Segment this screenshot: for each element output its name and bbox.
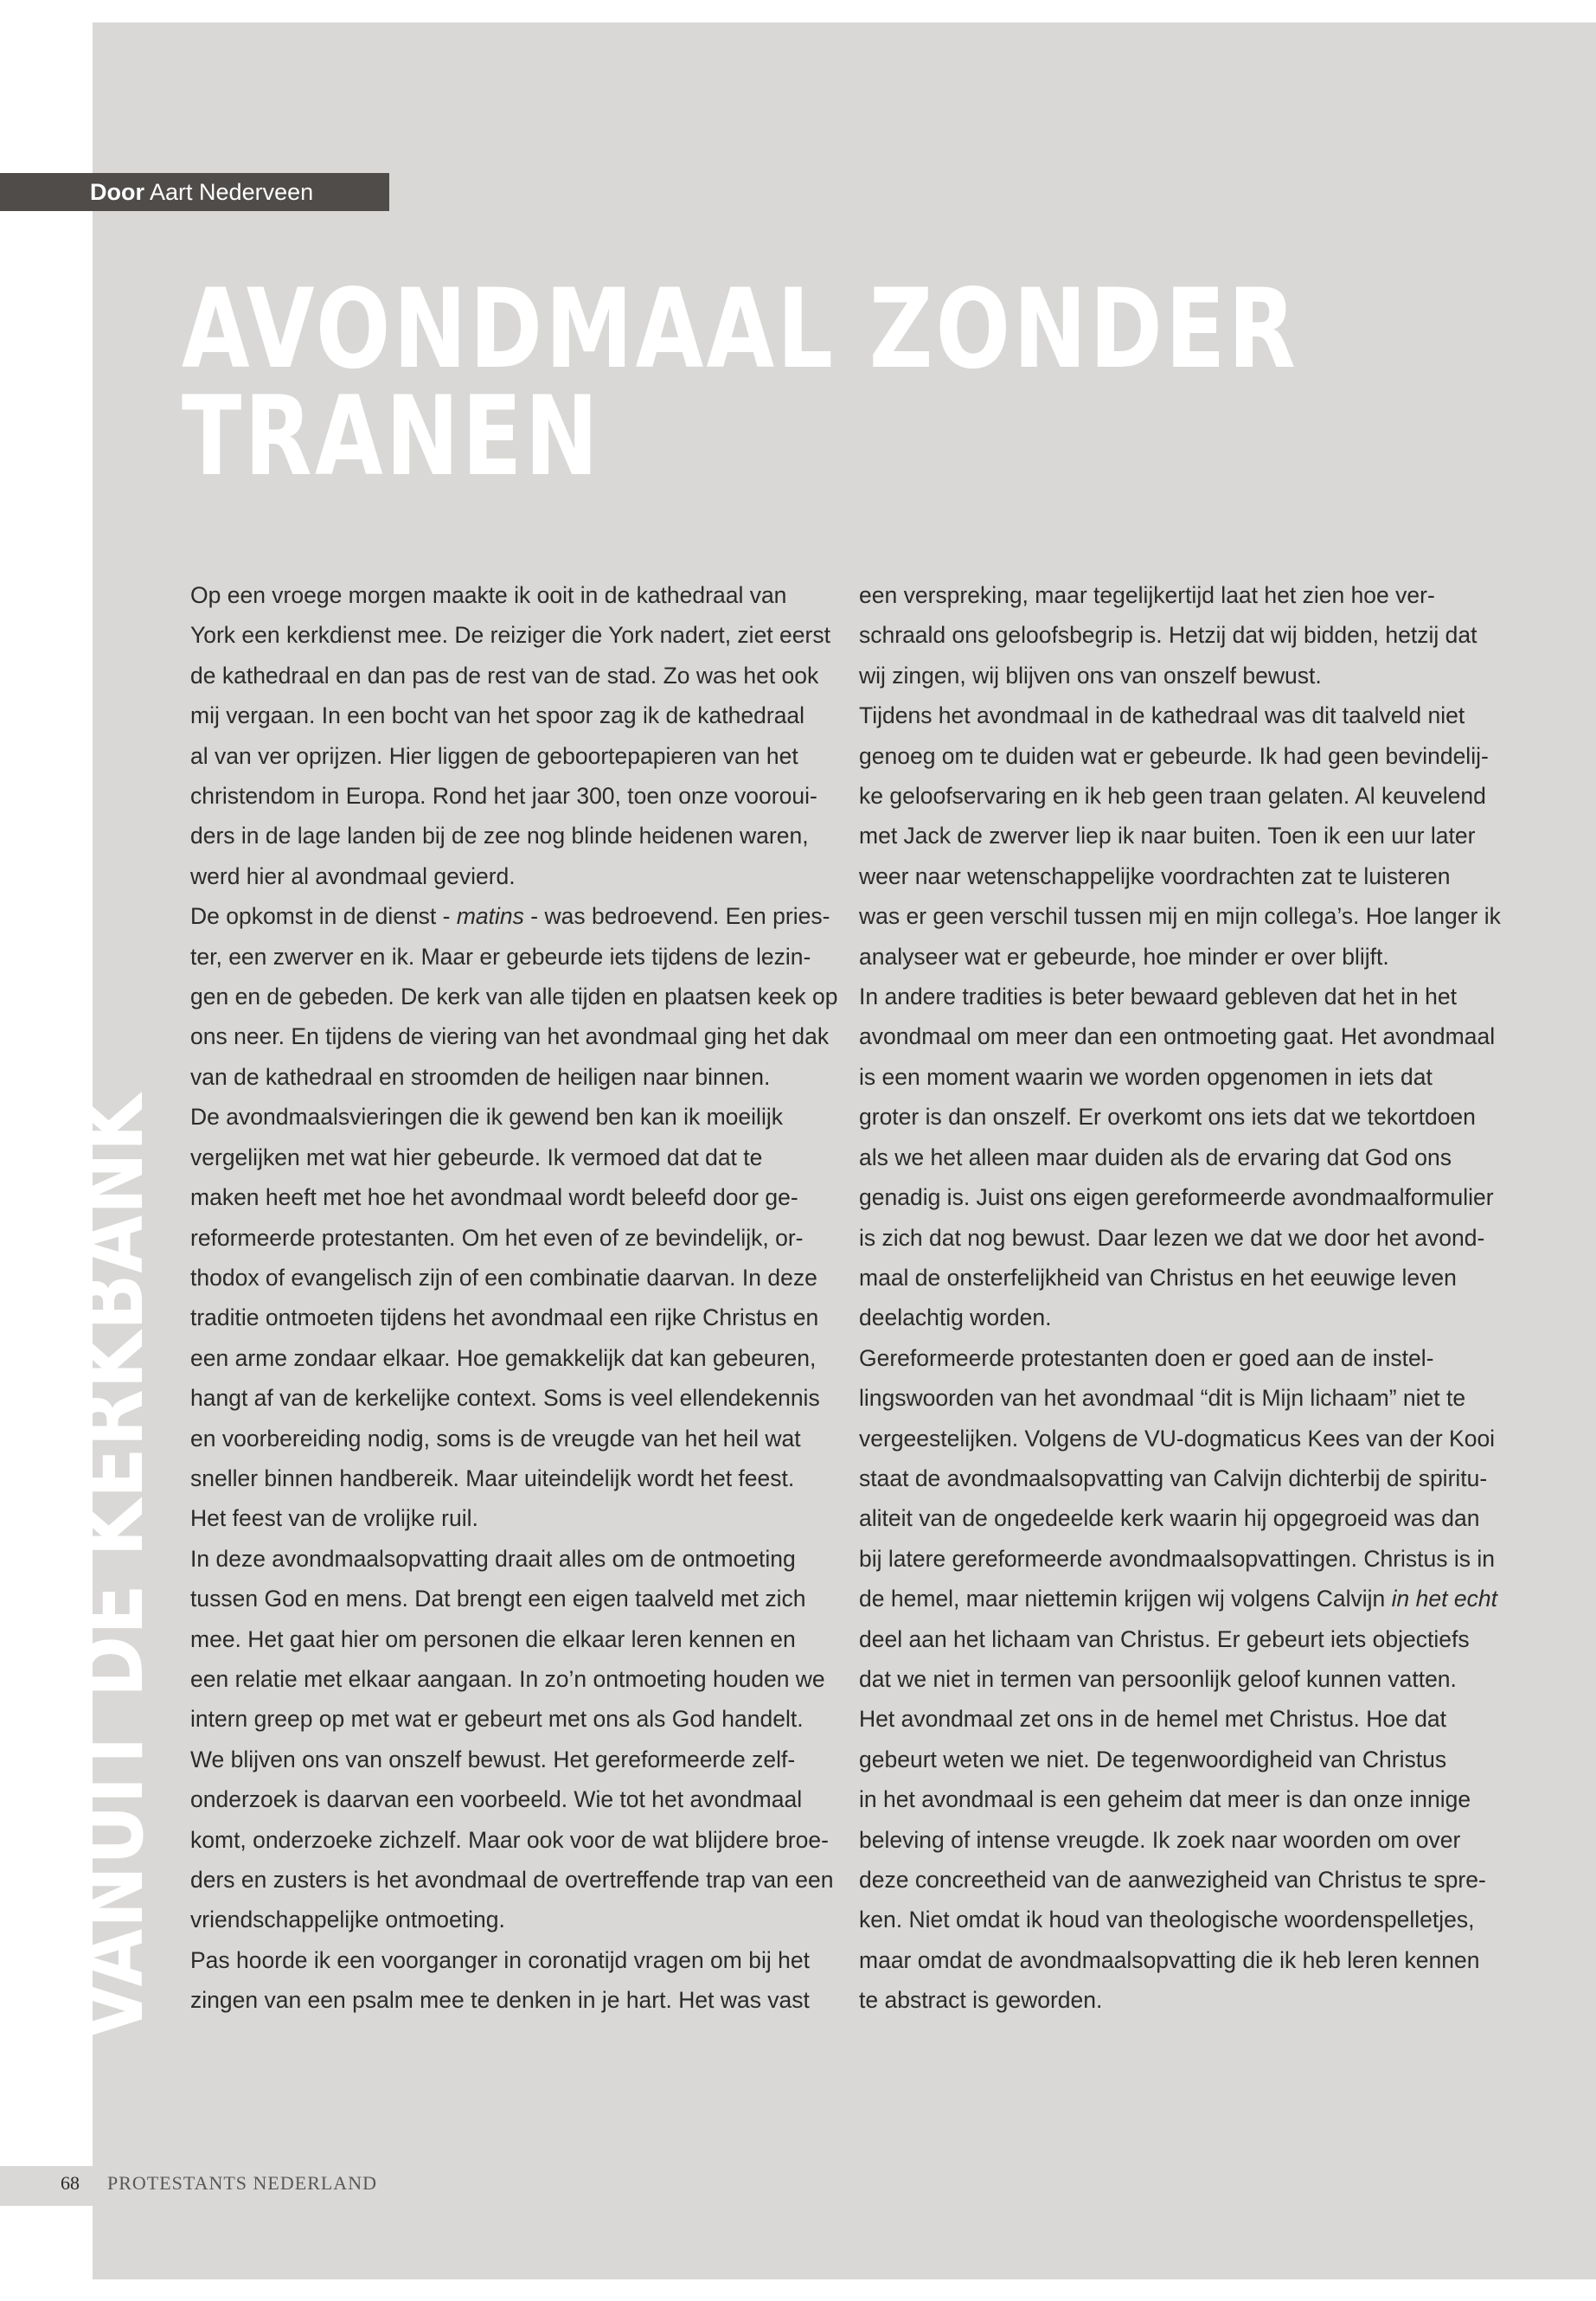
text-line: was er geen verschil tussen mij en mijn collega’s. Hoe langer ik [859, 903, 1501, 930]
text-line: De avondmaalsvieringen die ik gewend ben kan ik moeilijk [190, 1104, 783, 1131]
byline-author: Aart Nederveen [150, 179, 314, 205]
headline-line-2: TRANEN [182, 372, 601, 500]
text-line: maar omdat de avondmaalsopvatting die ik heb leren kennen [859, 1946, 1480, 1973]
text-line: dat we niet in termen van persoonlijk geloof kunnen vatten. [859, 1665, 1457, 1692]
text-line: en voorbereiding nodig, soms is de vreugde van het heil wat [190, 1425, 801, 1452]
text-line: maal de onsterfelijkheid van Christus en het eeuwige leven [859, 1264, 1457, 1291]
section-title-vertical: VANUIT DE KERKBANK [61, 1093, 163, 2040]
text-line: York een kerkdienst mee. De reiziger die York nadert, ziet eerst [190, 622, 830, 649]
text-line: vergeestelijken. Volgens de VU-dogmaticus Kees van der Kooi [859, 1425, 1496, 1452]
text-line: de hemel, maar niettemin krijgen wij volgens Calvijn in het echt [859, 1586, 1497, 1612]
text-line: genadig is. Juist ons eigen gereformeerde avondmaalformulier [859, 1184, 1494, 1211]
text-line: komt, onderzoeke zichzelf. Maar ook voor de wat blijdere broe- [190, 1826, 829, 1853]
text-line: deelachtig worden. [859, 1304, 1052, 1331]
text-line: De opkomst in de dienst - matins - was bedroevend. Een pries- [190, 903, 830, 930]
text-line: zingen van een psalm mee te denken in je hart. Het was vast [190, 1987, 810, 2014]
text-line: groter is dan onszelf. Er overkomt ons iets dat we tekortdoen [859, 1104, 1476, 1131]
text-line: vergelijken met wat hier gebeurde. Ik vermoed dat dat te [190, 1144, 763, 1170]
text-line: is een moment waarin we worden opgenomen in iets dat [859, 1063, 1433, 1090]
text-line: de kathedraal en dan pas de rest van de stad. Zo was het ook [190, 662, 819, 689]
text-line: thodox of evangelisch zijn of een combinatie daarvan. In deze [190, 1264, 817, 1291]
emphasis: in het echt [1391, 1586, 1497, 1612]
text-line: avondmaal om meer dan een ontmoeting gaat. Het avondmaal [859, 1023, 1496, 1050]
text-line: analyseer wat er gebeurde, hoe minder er over blijft. [859, 943, 1389, 970]
text-line: Op een vroege morgen maakte ik ooit in de kathedraal van [190, 582, 787, 608]
text-line: maken heeft met hoe het avondmaal wordt beleefd door ge- [190, 1184, 798, 1211]
text-line: van de kathedraal en stroomden de heiligen naar binnen. [190, 1063, 771, 1090]
text-line: mij vergaan. In een bocht van het spoor zag ik de kathedraal [190, 702, 805, 729]
text-line: We blijven ons van onszelf bewust. Het gereformeerde zelf- [190, 1746, 796, 1772]
text-line: deze concreetheid van de aanwezigheid van Christus te spre- [859, 1867, 1486, 1893]
text-line: staat de avondmaalsopvatting van Calvijn dichterbij de spiritu- [859, 1465, 1488, 1491]
text-line: mee. Het gaat hier om personen die elkaar leren kennen en [190, 1625, 796, 1652]
text-line: schraald ons geloofsbegrip is. Hetzij dat wij bidden, hetzij dat [859, 622, 1477, 649]
text-line: beleving of intense vreugde. Ik zoek naar woorden om over [859, 1826, 1461, 1853]
text-line: ke geloofservaring en ik heb geen traan gelaten. Al keuvelend [859, 783, 1486, 810]
text-line: lingswoorden van het avondmaal “dit is Mijn lichaam” niet te [859, 1385, 1466, 1412]
text-line: vriendschappelijke ontmoeting. [190, 1907, 505, 1933]
text-line: gebeurt weten we niet. De tegenwoordigheid van Christus [859, 1746, 1447, 1772]
text-line: met Jack de zwerver liep ik naar buiten. Toen ik een uur later [859, 823, 1476, 849]
article-headline [182, 265, 1299, 500]
text-line: intern greep op met wat er gebeurt met ons als God handelt. [190, 1706, 804, 1733]
text-line: ders in de lage landen bij de zee nog blinde heidenen waren, [190, 823, 809, 849]
emphasis: matins [456, 903, 524, 930]
text-line: traditie ontmoeten tijdens het avondmaal een rijke Christus en [190, 1304, 819, 1331]
right-column [859, 575, 1501, 2021]
text-line: gen en de gebeden. De kerk van alle tijden en plaatsen keek op [190, 984, 838, 1010]
text-line: genoeg om te duiden wat er gebeurde. Ik had geen bevindelij- [859, 742, 1489, 769]
byline [0, 173, 389, 211]
text-line: een relatie met elkaar aangaan. In zo’n ontmoeting houden we [190, 1665, 825, 1692]
text-line: Tijdens het avondmaal in de kathedraal was dit taalveld niet [859, 702, 1465, 729]
text-line: sneller binnen handbereik. Maar uiteindelijk wordt het feest. [190, 1465, 795, 1491]
text-line: ter, een zwerver en ik. Maar er gebeurde iets tijdens de lezin- [190, 943, 811, 970]
text-line: In andere tradities is beter bewaard gebleven dat het in het [859, 984, 1457, 1010]
text-line: Pas hoorde ik een voorganger in coronatijd vragen om bij het [190, 1946, 810, 1973]
text-line: werd hier al avondmaal gevierd. [190, 862, 516, 889]
text-line: Het avondmaal zet ons in de hemel met Christus. Hoe dat [859, 1706, 1447, 1733]
text-line: tussen God en mens. Dat brengt een eigen taalveld met zich [190, 1586, 806, 1612]
text-line: ders en zusters is het avondmaal de overtreffende trap van een [190, 1867, 834, 1893]
text-line: aliteit van de ongedeelde kerk waarin hij opgegroeid was dan [859, 1505, 1480, 1532]
text-line: deel aan het lichaam van Christus. Er gebeurt iets objectiefs [859, 1625, 1470, 1652]
text-line: Het feest van de vrolijke ruil. [190, 1505, 478, 1532]
text-line: in het avondmaal is een geheim dat meer is dan onze innige [859, 1786, 1471, 1813]
headline-line-1: AVONDMAAL ZONDER [182, 265, 1299, 393]
text-line: hangt af van de kerkelijke context. Soms is veel ellendekennis [190, 1385, 820, 1412]
text-line: is zich dat nog bewust. Daar lezen we dat we door het avond- [859, 1224, 1485, 1251]
text-line: een verspreking, maar tegelijkertijd laat het zien hoe ver- [859, 582, 1435, 608]
text-line: weer naar wetenschappelijke voordrachten zat te luisteren [859, 862, 1451, 889]
text-line: te abstract is geworden. [859, 1987, 1103, 2014]
text-line: als we het alleen maar duiden als de ervaring dat God ons [859, 1144, 1452, 1170]
text-line: In deze avondmaalsopvatting draait alles om de ontmoeting [190, 1545, 796, 1572]
text-line: al van ver oprijzen. Hier liggen de geboortepapieren van het [190, 742, 798, 769]
text-line: reformeerde protestanten. Om het even of ze bevindelijk, or- [190, 1224, 804, 1251]
text-line: een arme zondaar elkaar. Hoe gemakkelijk dat kan gebeuren, [190, 1344, 817, 1371]
text-line: onderzoek is daarvan een voorbeeld. Wie tot het avondmaal [190, 1786, 803, 1813]
text-line: christendom in Europa. Rond het jaar 300, toen onze vooroui- [190, 783, 817, 810]
text-line: ken. Niet omdat ik houd van theologische woordenspelletjes, [859, 1907, 1475, 1933]
text-line: Gereformeerde protestanten doen er goed aan de instel- [859, 1344, 1434, 1371]
left-column [190, 575, 837, 2021]
byline-label: Door [90, 179, 144, 205]
text-line: ons neer. En tijdens de viering van het avondmaal ging het dak [190, 1023, 830, 1050]
magazine-name: PROTESTANTS NEDERLAND [107, 2172, 377, 2194]
page-number: 68 [61, 2172, 80, 2194]
text-line: wij zingen, wij blijven ons van onszelf bewust. [859, 662, 1322, 689]
text-line: bij latere gereformeerde avondmaalsopvattingen. Christus is in [859, 1545, 1496, 1572]
